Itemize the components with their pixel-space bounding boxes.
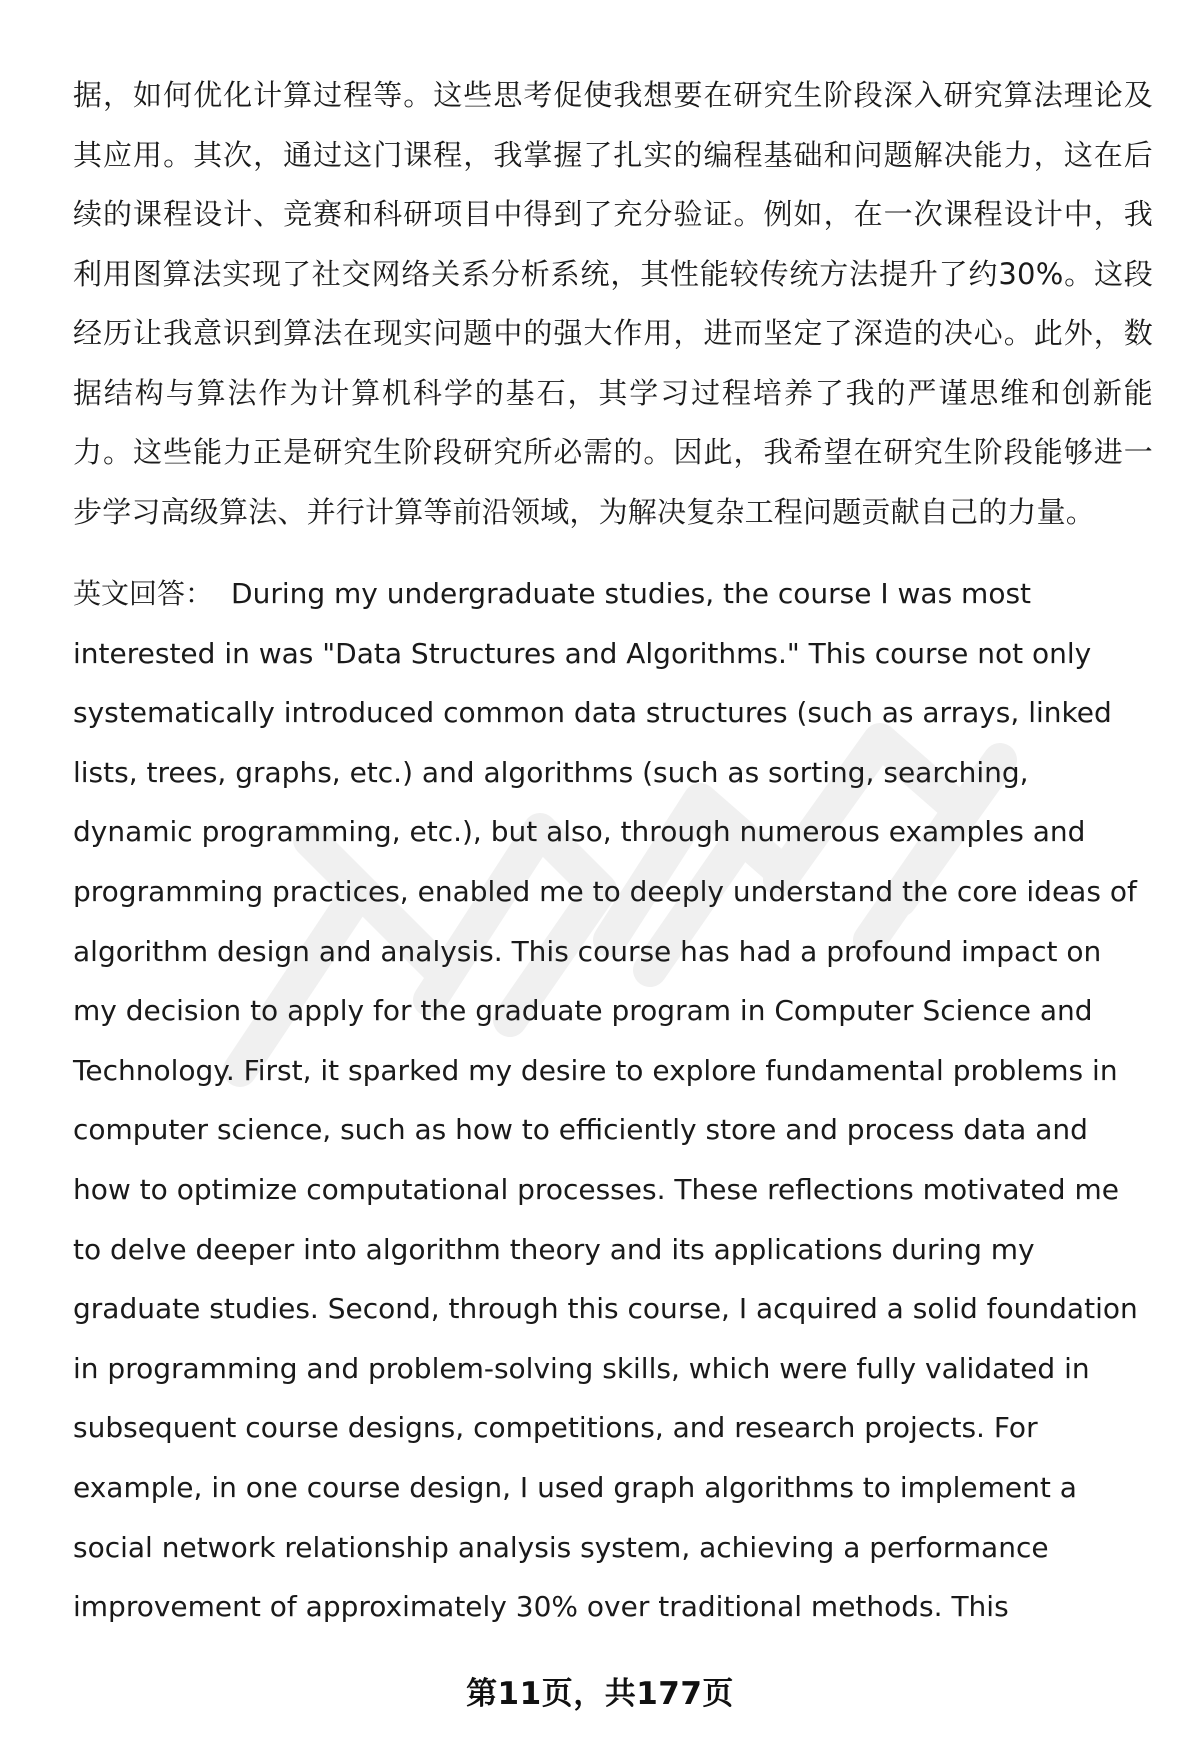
english-answer-label: 英文回答：: [73, 577, 214, 610]
page-number-footer: 第11页，共177页: [466, 1676, 734, 1712]
english-answer-text: During my undergraduate studies, the course I was most interested in was "Data Structures and Algorithms." This course not only systematically introduced common data structures (such as arrays, linked lists, trees, graphs, etc.) and algorithms (such as sorting, searching, dynamic programming, etc.), but also, through numerous examples and programming practices, enabled me to deeply understand the core ideas of algorithm design and analysis. This course has had a profound impact on my decision to apply for the graduate program in Computer Science and Technology. First, it sparked my desire to explore fundamental problems in computer science, such as how to efficiently store and process data and how to optimize computational processes. These reflections motivated me to delve deeper into algorithm theory and its applications during my graduate studies. Second, through this course, I acquired a solid foundation in programming and problem-solving skills, which were fully validated in subsequent course designs, competitions, and research projects. For example, in one course design, I used graph algorithms to implement a social network relationship analysis system, achieving a performance improvement of approximately 30% over traditional methods. This: [73, 577, 1138, 1624]
english-answer-paragraph: [73, 564, 1153, 1637]
document-body: [73, 66, 1153, 1637]
chinese-answer-paragraph: 据，如何优化计算过程等。这些思考促使我想要在研究生阶段深入研究算法理论及其应用。其次，通过这门课程，我掌握了扎实的编程基础和问题解决能力，这在后续的课程设计、竞赛和科研项目中得到了充分验证。例如，在一次课程设计中，我利用图算法实现了社交网络关系分析系统，其性能较传统方法提升了约30%。这段经历让我意识到算法在现实问题中的强大作用，进而坚定了深造的决心。此外，数据结构与算法作为计算机科学的基石，其学习过程培养了我的严谨思维和创新能力。这些能力正是研究生阶段研究所必需的。因此，我希望在研究生阶段能够进一步学习高级算法、并行计算等前沿领域，为解决复杂工程问题贡献自己的力量。: [73, 78, 1153, 529]
